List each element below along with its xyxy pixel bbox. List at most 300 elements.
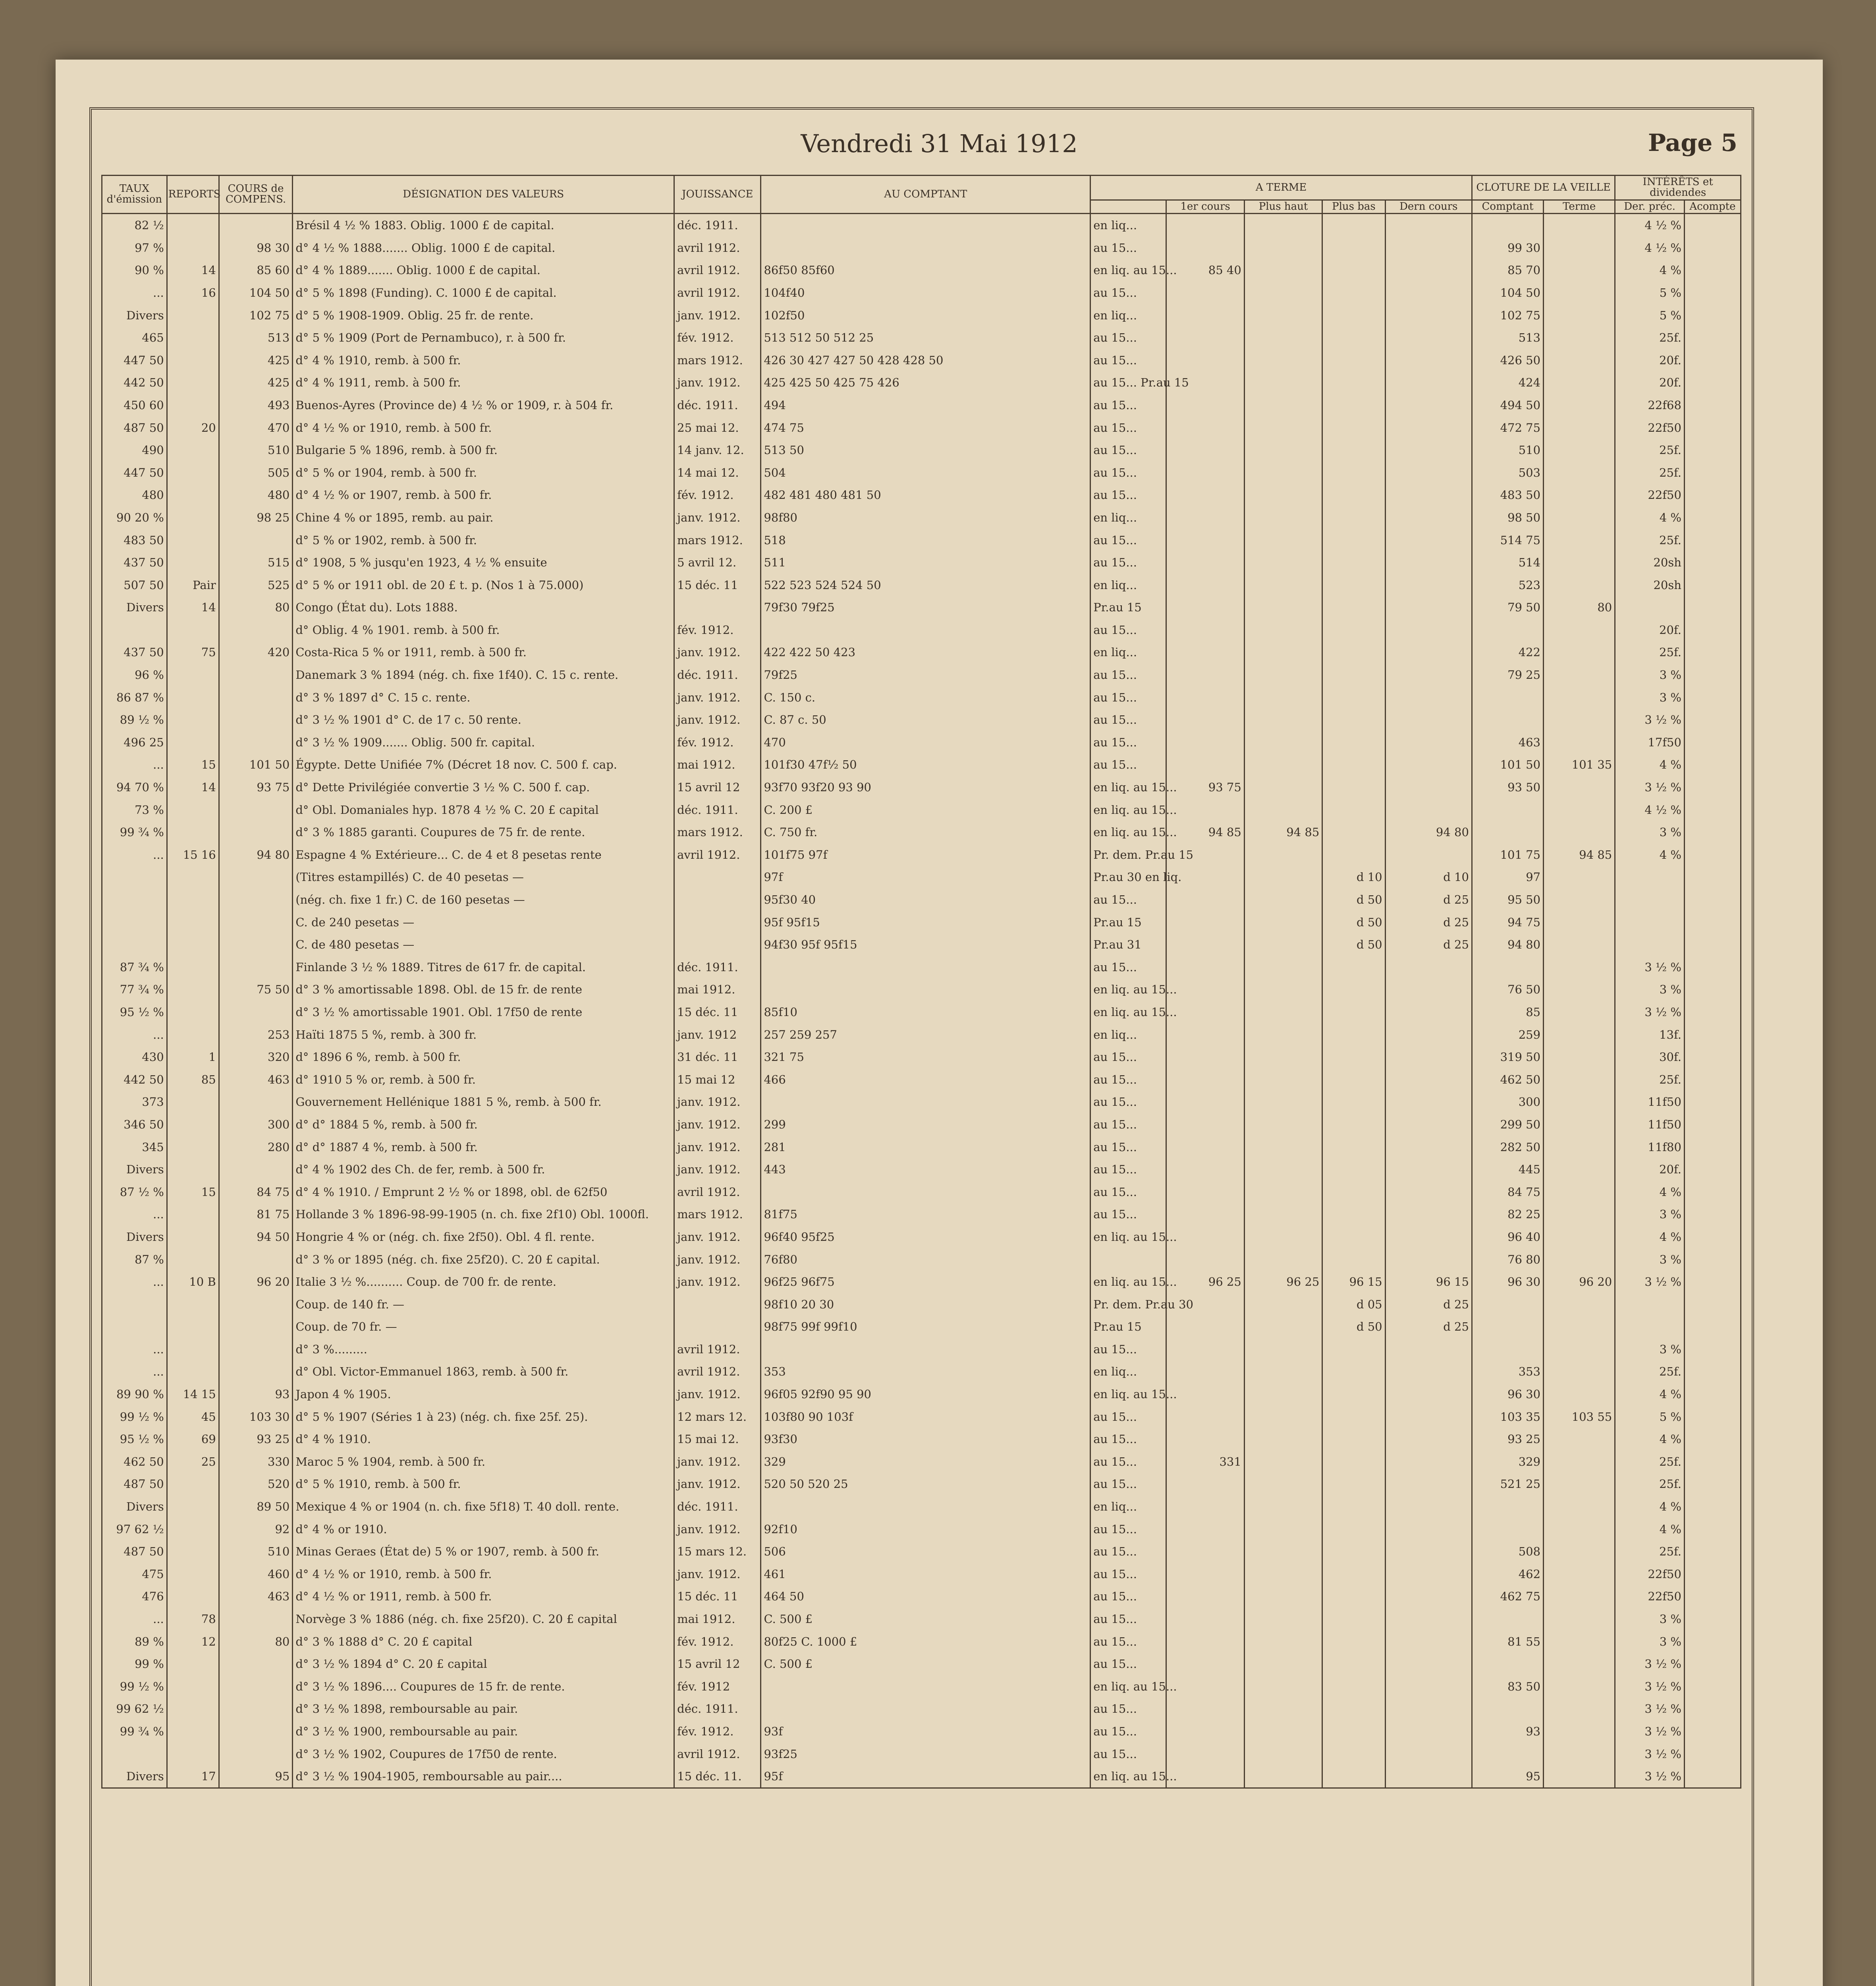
cell-plus-bas <box>1322 1608 1385 1631</box>
cell-terme-type: au 15... <box>1090 664 1166 686</box>
cell-premier-cours <box>1166 1563 1245 1586</box>
cell-cloture-comptant: 508 <box>1472 1540 1543 1563</box>
cell-reports <box>167 686 219 709</box>
cell-cours: 525 <box>219 574 293 596</box>
cell-der-prec: 4 % <box>1615 753 1685 776</box>
cell-dernier-cours <box>1385 798 1472 821</box>
cell-cloture-terme <box>1544 551 1615 574</box>
table-row <box>102 911 1741 933</box>
cell-dernier-cours <box>1385 844 1472 866</box>
cell-designation: d° 3 ½ % 1909....... Oblig. 500 fr. capital. <box>293 731 674 754</box>
table-row <box>102 641 1741 664</box>
cell-designation: d° 3 % 1888 d° C. 20 £ capital <box>293 1630 674 1653</box>
table-row <box>102 416 1741 439</box>
cell-plus-haut <box>1244 1518 1322 1540</box>
cell-taux: 99 ¾ % <box>102 1720 167 1743</box>
cell-acompte <box>1684 933 1741 956</box>
cell-premier-cours <box>1166 978 1245 1001</box>
cell-acompte <box>1684 978 1741 1001</box>
cell-cloture-terme: 96 20 <box>1544 1271 1615 1293</box>
cell-cours <box>219 1720 293 1743</box>
cell-reports <box>167 1226 219 1248</box>
cell-plus-haut <box>1244 1180 1322 1203</box>
cell-dernier-cours: d 25 <box>1385 1293 1472 1316</box>
cell-cours: 280 <box>219 1136 293 1158</box>
cell-cloture-terme <box>1544 619 1615 641</box>
cell-dernier-cours <box>1385 1540 1472 1563</box>
cell-cloture-comptant: 76 80 <box>1472 1248 1543 1271</box>
cell-jouissance: déc. 1911. <box>674 394 761 417</box>
cell-plus-haut <box>1244 596 1322 619</box>
cell-cours <box>219 1001 293 1024</box>
cell-cours: 80 <box>219 596 293 619</box>
cell-dernier-cours <box>1385 574 1472 596</box>
cell-acompte <box>1684 236 1741 259</box>
cell-comptant: 95f30 40 <box>761 889 1090 911</box>
cell-reports: 10 B <box>167 1271 219 1293</box>
cell-cloture-terme <box>1544 484 1615 506</box>
cell-jouissance: mars 1912. <box>674 821 761 844</box>
table-row <box>102 1068 1741 1091</box>
table-row <box>102 619 1741 641</box>
cell-dernier-cours <box>1385 1338 1472 1361</box>
cell-taux: ... <box>102 282 167 304</box>
cell-dernier-cours <box>1385 1495 1472 1518</box>
col-au-comptant: AU COMPTANT <box>761 176 1090 214</box>
cell-der-prec: 20f. <box>1615 371 1685 394</box>
cell-cours <box>219 911 293 933</box>
cell-acompte <box>1684 282 1741 304</box>
cell-cloture-terme <box>1544 821 1615 844</box>
cell-der-prec: 20f. <box>1615 619 1685 641</box>
cell-terme-type: au 15... <box>1090 461 1166 484</box>
cell-cours <box>219 933 293 956</box>
cell-plus-haut <box>1244 731 1322 754</box>
cell-plus-haut <box>1244 1046 1322 1068</box>
cell-plus-haut <box>1244 439 1322 462</box>
cell-cloture-terme <box>1544 641 1615 664</box>
cell-acompte <box>1684 326 1741 349</box>
cell-plus-bas <box>1322 1698 1385 1720</box>
cell-plus-bas <box>1322 1675 1385 1698</box>
cell-cours: 93 <box>219 1383 293 1406</box>
cell-premier-cours <box>1166 753 1245 776</box>
cell-jouissance: mai 1912. <box>674 978 761 1001</box>
cell-der-prec: 3 % <box>1615 1203 1685 1226</box>
cell-plus-bas <box>1322 304 1385 326</box>
cell-cloture-terme <box>1544 709 1615 731</box>
cell-der-prec: 4 % <box>1615 1226 1685 1248</box>
cell-designation: d° Dette Privilégiée convertie 3 ½ % C. 500 f. cap. <box>293 776 674 799</box>
cell-designation: Italie 3 ½ %.......... Coup. de 700 fr. de rente. <box>293 1271 674 1293</box>
cell-cloture-comptant <box>1472 1653 1543 1675</box>
cell-reports <box>167 1495 219 1518</box>
cell-premier-cours <box>1166 574 1245 596</box>
cell-taux: ... <box>102 1608 167 1631</box>
cell-acompte <box>1684 1630 1741 1653</box>
cell-der-prec: 3 ½ % <box>1615 776 1685 799</box>
cell-plus-bas <box>1322 1563 1385 1586</box>
cell-cloture-comptant <box>1472 956 1543 978</box>
cell-taux: 447 50 <box>102 461 167 484</box>
cell-plus-haut <box>1244 304 1322 326</box>
cell-reports <box>167 1675 219 1698</box>
cell-premier-cours <box>1166 1338 1245 1361</box>
cell-plus-bas <box>1322 1495 1385 1518</box>
cell-jouissance: déc. 1911. <box>674 1698 761 1720</box>
cell-plus-haut <box>1244 1316 1322 1338</box>
cell-cours: 515 <box>219 551 293 574</box>
cell-reports <box>167 349 219 371</box>
cell-taux: 99 ¾ % <box>102 821 167 844</box>
cell-plus-haut <box>1244 1001 1322 1024</box>
cell-dernier-cours <box>1385 1563 1472 1586</box>
cell-terme-type: Pr.au 30 en liq. <box>1090 866 1166 889</box>
cell-jouissance: janv. 1912. <box>674 1226 761 1248</box>
cell-der-prec: 22f50 <box>1615 416 1685 439</box>
cell-terme-type: au 15... <box>1090 1720 1166 1743</box>
cell-der-prec <box>1615 866 1685 889</box>
cell-premier-cours <box>1166 731 1245 754</box>
cell-acompte <box>1684 461 1741 484</box>
cell-cloture-terme <box>1544 1720 1615 1743</box>
cell-comptant: 85f10 <box>761 1001 1090 1024</box>
cell-cloture-comptant: 300 <box>1472 1091 1543 1113</box>
cell-designation: d° 3 %......... <box>293 1338 674 1361</box>
cell-der-prec: 20sh <box>1615 551 1685 574</box>
cell-acompte <box>1684 1585 1741 1608</box>
cell-designation: Hongrie 4 % or (nég. ch. fixe 2f50). Obl. 4 fl. rente. <box>293 1226 674 1248</box>
cell-plus-bas <box>1322 1653 1385 1675</box>
cell-plus-haut <box>1244 753 1322 776</box>
cell-dernier-cours <box>1385 394 1472 417</box>
col-der-prec: Der. préc. <box>1615 200 1685 213</box>
cell-dernier-cours <box>1385 1675 1472 1698</box>
cell-terme-type: au 15... <box>1090 709 1166 731</box>
cell-reports <box>167 394 219 417</box>
table-row <box>102 236 1741 259</box>
cell-cloture-terme <box>1544 1630 1615 1653</box>
cell-premier-cours: 94 85 <box>1166 821 1245 844</box>
col-acompte: Acompte <box>1684 200 1741 213</box>
cell-designation: d° 5 % or 1902, remb. à 500 fr. <box>293 529 674 551</box>
cell-cloture-terme <box>1544 731 1615 754</box>
cell-plus-haut <box>1244 1248 1322 1271</box>
cell-plus-haut <box>1244 1608 1322 1631</box>
cell-jouissance: 15 avril 12 <box>674 776 761 799</box>
cell-acompte <box>1684 1068 1741 1091</box>
cell-cloture-terme <box>1544 282 1615 304</box>
cell-cloture-comptant: 76 50 <box>1472 978 1543 1001</box>
cell-premier-cours <box>1166 439 1245 462</box>
cell-cours <box>219 1158 293 1181</box>
cell-plus-bas <box>1322 776 1385 799</box>
col-taux: TAUX d'émission <box>102 176 167 214</box>
cell-designation: d° 3 ½ % 1904-1905, remboursable au pair.... <box>293 1765 674 1788</box>
cell-cloture-comptant <box>1472 1495 1543 1518</box>
cell-terme-type: en liq... <box>1090 506 1166 529</box>
cell-plus-haut <box>1244 394 1322 417</box>
cell-designation: d° 3 ½ % 1898, remboursable au pair. <box>293 1698 674 1720</box>
cell-comptant: 103f80 90 103f <box>761 1405 1090 1428</box>
cell-plus-bas <box>1322 282 1385 304</box>
cell-taux: 496 25 <box>102 731 167 754</box>
table-row <box>102 1495 1741 1518</box>
cell-reports <box>167 978 219 1001</box>
cell-cloture-terme <box>1544 1248 1615 1271</box>
cell-plus-haut <box>1244 978 1322 1001</box>
cell-reports <box>167 731 219 754</box>
cell-plus-bas <box>1322 1720 1385 1743</box>
cell-plus-haut <box>1244 1451 1322 1473</box>
cell-cours <box>219 798 293 821</box>
cell-acompte <box>1684 304 1741 326</box>
cell-der-prec: 5 % <box>1615 1405 1685 1428</box>
cell-cours: 95 <box>219 1765 293 1788</box>
cell-designation: d° 5 % or 1904, remb. à 500 fr. <box>293 461 674 484</box>
cell-cloture-terme <box>1544 416 1615 439</box>
cell-dernier-cours <box>1385 1720 1472 1743</box>
cell-reports <box>167 506 219 529</box>
cell-plus-bas: d 50 <box>1322 933 1385 956</box>
cell-reports <box>167 821 219 844</box>
cell-jouissance: janv. 1912. <box>674 1518 761 1540</box>
cell-cloture-comptant: 81 55 <box>1472 1630 1543 1653</box>
cell-taux: Divers <box>102 596 167 619</box>
cell-taux: 465 <box>102 326 167 349</box>
col-designation: DÉSIGNATION DES VALEURS <box>293 176 674 214</box>
cell-premier-cours <box>1166 1518 1245 1540</box>
cell-jouissance: janv. 1912. <box>674 1451 761 1473</box>
cell-reports: 1 <box>167 1046 219 1068</box>
cell-der-prec: 3 % <box>1615 686 1685 709</box>
cell-taux <box>102 889 167 911</box>
cell-premier-cours <box>1166 394 1245 417</box>
cell-premier-cours: 85 40 <box>1166 259 1245 282</box>
cell-der-prec: 3 % <box>1615 1338 1685 1361</box>
cell-designation: Finlande 3 ½ % 1889. Titres de 617 fr. de capital. <box>293 956 674 978</box>
cell-cloture-comptant: 299 50 <box>1472 1113 1543 1136</box>
cell-plus-bas: d 10 <box>1322 866 1385 889</box>
cell-acompte <box>1684 911 1741 933</box>
cell-cloture-comptant <box>1472 1316 1543 1338</box>
cell-cloture-comptant: 85 70 <box>1472 259 1543 282</box>
cell-taux: 487 50 <box>102 1540 167 1563</box>
cell-comptant: 513 50 <box>761 439 1090 462</box>
cell-premier-cours <box>1166 1540 1245 1563</box>
cell-plus-haut <box>1244 1113 1322 1136</box>
cell-jouissance: avril 1912. <box>674 1360 761 1383</box>
cell-der-prec: 25f. <box>1615 641 1685 664</box>
cell-reports <box>167 1518 219 1540</box>
cell-designation: d° 4 ½ % or 1911, remb. à 500 fr. <box>293 1585 674 1608</box>
cell-designation: d° d° 1887 4 %, remb. à 500 fr. <box>293 1136 674 1158</box>
cell-taux: ... <box>102 844 167 866</box>
cell-cloture-comptant: 102 75 <box>1472 304 1543 326</box>
cell-reports: 14 <box>167 596 219 619</box>
cell-cours <box>219 1675 293 1698</box>
cell-jouissance: 15 mars 12. <box>674 1540 761 1563</box>
table-row <box>102 1023 1741 1046</box>
cell-cours: 510 <box>219 439 293 462</box>
cell-acompte <box>1684 394 1741 417</box>
cell-cloture-terme <box>1544 394 1615 417</box>
cell-jouissance: janv. 1912. <box>674 304 761 326</box>
cell-plus-bas <box>1322 1428 1385 1451</box>
cell-designation: Bulgarie 5 % 1896, remb. à 500 fr. <box>293 439 674 462</box>
cell-terme-type: en liq... <box>1090 1495 1166 1518</box>
cell-plus-haut <box>1244 349 1322 371</box>
cell-comptant: 474 75 <box>761 416 1090 439</box>
cell-comptant: 511 <box>761 551 1090 574</box>
cell-reports: 85 <box>167 1068 219 1091</box>
cell-dernier-cours <box>1385 776 1472 799</box>
cell-jouissance: 15 avril 12 <box>674 1653 761 1675</box>
cell-dernier-cours <box>1385 1473 1472 1495</box>
cell-dernier-cours <box>1385 326 1472 349</box>
cell-terme-type: au 15... <box>1090 1338 1166 1361</box>
cell-jouissance: 15 mai 12 <box>674 1068 761 1091</box>
cell-cours: 253 <box>219 1023 293 1046</box>
cell-cloture-comptant: 96 30 <box>1472 1271 1543 1293</box>
cell-designation: d° 3 % amortissable 1898. Obl. de 15 fr. de rente <box>293 978 674 1001</box>
table-row <box>102 1698 1741 1720</box>
cell-comptant: 95f 95f15 <box>761 911 1090 933</box>
cell-premier-cours <box>1166 1428 1245 1451</box>
cell-cloture-comptant: 282 50 <box>1472 1136 1543 1158</box>
cell-cloture-comptant <box>1472 821 1543 844</box>
cell-cloture-comptant: 510 <box>1472 439 1543 462</box>
cell-der-prec: 30f. <box>1615 1046 1685 1068</box>
cell-premier-cours <box>1166 956 1245 978</box>
cell-taux: 476 <box>102 1585 167 1608</box>
cell-plus-haut: 94 85 <box>1244 821 1322 844</box>
cell-cloture-comptant <box>1472 1518 1543 1540</box>
cell-der-prec: 25f. <box>1615 1360 1685 1383</box>
cell-plus-bas <box>1322 1136 1385 1158</box>
cell-cloture-terme <box>1544 889 1615 911</box>
cell-cours: 320 <box>219 1046 293 1068</box>
cell-jouissance: 14 mai 12. <box>674 461 761 484</box>
cell-plus-bas <box>1322 1540 1385 1563</box>
cell-acompte <box>1684 709 1741 731</box>
cell-plus-bas <box>1322 1226 1385 1248</box>
cell-designation: d° 4 % 1902 des Ch. de fer, remb. à 500 fr. <box>293 1158 674 1181</box>
cell-taux: Divers <box>102 304 167 326</box>
cell-taux: 373 <box>102 1091 167 1113</box>
cell-plus-bas <box>1322 1473 1385 1495</box>
cell-plus-bas <box>1322 1113 1385 1136</box>
cell-dernier-cours <box>1385 1698 1472 1720</box>
cell-cours: 470 <box>219 416 293 439</box>
cell-comptant: 101f75 97f <box>761 844 1090 866</box>
cell-designation: Mexique 4 % or 1904 (n. ch. fixe 5f18) T. 40 doll. rente. <box>293 1495 674 1518</box>
cell-acompte <box>1684 1608 1741 1631</box>
cell-comptant: C. 500 £ <box>761 1653 1090 1675</box>
cell-jouissance: déc. 1911. <box>674 664 761 686</box>
cell-cloture-terme <box>1544 1765 1615 1788</box>
cell-premier-cours <box>1166 484 1245 506</box>
cell-terme-type: au 15... <box>1090 1405 1166 1428</box>
cell-reports <box>167 933 219 956</box>
cell-taux: 77 ¾ % <box>102 978 167 1001</box>
cell-cloture-comptant: 472 75 <box>1472 416 1543 439</box>
cell-plus-bas <box>1322 1001 1385 1024</box>
cell-der-prec: 3 % <box>1615 978 1685 1001</box>
cell-taux: 94 70 % <box>102 776 167 799</box>
cell-comptant <box>761 1180 1090 1203</box>
cell-comptant: 464 50 <box>761 1585 1090 1608</box>
cell-der-prec: 3 ½ % <box>1615 709 1685 731</box>
cell-designation: Costa-Rica 5 % or 1911, remb. à 500 fr. <box>293 641 674 664</box>
cell-der-prec: 3 ½ % <box>1615 1765 1685 1788</box>
cell-designation: Buenos-Ayres (Province de) 4 ½ % or 1909, r. à 504 fr. <box>293 394 674 417</box>
cell-taux: ... <box>102 753 167 776</box>
cell-cloture-comptant: 521 25 <box>1472 1473 1543 1495</box>
cell-plus-haut <box>1244 1091 1322 1113</box>
cell-cloture-terme <box>1544 461 1615 484</box>
cell-dernier-cours <box>1385 1518 1472 1540</box>
cell-plus-bas <box>1322 326 1385 349</box>
cell-premier-cours: 96 25 <box>1166 1271 1245 1293</box>
cell-acompte <box>1684 506 1741 529</box>
cell-cloture-terme <box>1544 911 1615 933</box>
cell-jouissance: janv. 1912. <box>674 1563 761 1586</box>
cell-taux: 437 50 <box>102 551 167 574</box>
cell-terme-type: en liq... <box>1090 304 1166 326</box>
cell-terme-type: en liq. au 15... <box>1090 776 1166 799</box>
cell-designation: d° 4 ½ % or 1910, remb. à 500 fr. <box>293 416 674 439</box>
cell-plus-haut <box>1244 416 1322 439</box>
cell-der-prec: 13f. <box>1615 1023 1685 1046</box>
cell-comptant <box>761 1675 1090 1698</box>
cell-reports <box>167 1136 219 1158</box>
cell-reports: 14 <box>167 259 219 282</box>
cell-acompte <box>1684 619 1741 641</box>
cell-dernier-cours <box>1385 1653 1472 1675</box>
cell-plus-haut <box>1244 326 1322 349</box>
cell-plus-bas <box>1322 1091 1385 1113</box>
cell-premier-cours <box>1166 1180 1245 1203</box>
cell-der-prec: 22f50 <box>1615 1585 1685 1608</box>
cell-acompte <box>1684 1518 1741 1540</box>
cell-jouissance: fév. 1912. <box>674 326 761 349</box>
cell-comptant: 96f25 96f75 <box>761 1271 1090 1293</box>
cell-acompte <box>1684 1203 1741 1226</box>
cell-cours: 510 <box>219 1540 293 1563</box>
cell-comptant: 426 30 427 427 50 428 428 50 <box>761 349 1090 371</box>
cell-acompte <box>1684 753 1741 776</box>
cell-der-prec: 22f50 <box>1615 1563 1685 1586</box>
col-plus-haut: Plus haut <box>1244 200 1322 213</box>
cell-acompte <box>1684 866 1741 889</box>
cell-acompte <box>1684 1540 1741 1563</box>
cell-acompte <box>1684 1136 1741 1158</box>
table-row <box>102 1316 1741 1338</box>
cell-reports <box>167 551 219 574</box>
cell-reports <box>167 371 219 394</box>
cell-terme-type: au 15... <box>1090 1068 1166 1091</box>
cell-plus-haut <box>1244 1293 1322 1316</box>
cell-acompte <box>1684 259 1741 282</box>
cell-jouissance: 31 déc. 11 <box>674 1046 761 1068</box>
cell-cours <box>219 213 293 236</box>
cell-taux: 99 ½ % <box>102 1405 167 1428</box>
cell-reports <box>167 866 219 889</box>
cell-cloture-comptant: 84 75 <box>1472 1180 1543 1203</box>
cell-terme-type: Pr. dem. Pr.au 15 <box>1090 844 1166 866</box>
cell-comptant: 470 <box>761 731 1090 754</box>
